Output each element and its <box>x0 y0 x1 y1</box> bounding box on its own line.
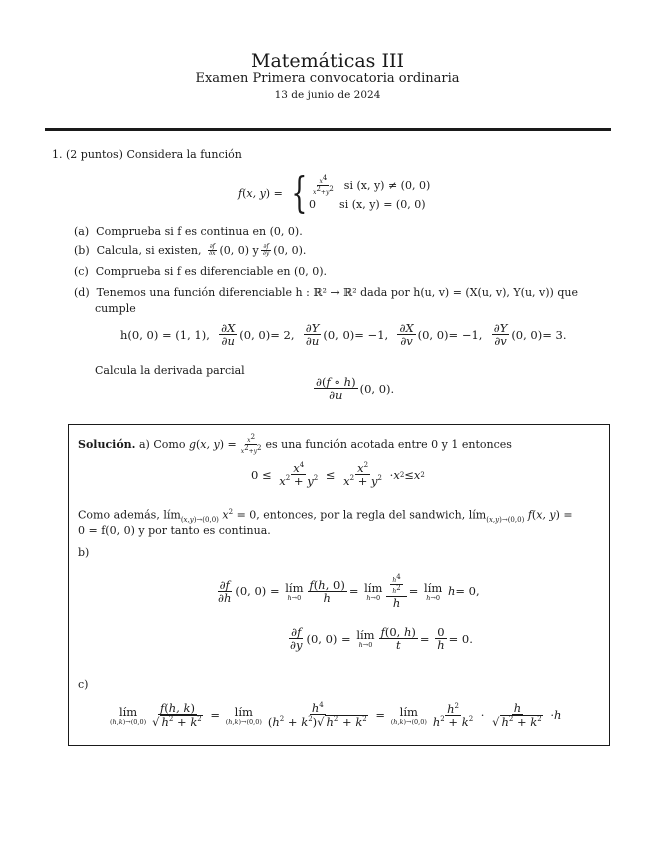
solution-b-label: b) <box>78 546 90 559</box>
exam-subtitle: Examen Primera convocatoria ordinaria <box>195 71 460 86</box>
function-definition: f ( x, y ) = { $\frac{x^4}{x^2+y^2}$ si (x, y) ≠ (0, 0) 0 si (x, y) = (0, 0) <box>238 168 431 217</box>
exam-date: 13 de junio de 2024 <box>274 89 381 101</box>
partial-derivative-target: $\frac{\partial(f \circ h)}{\partial u}$ (0, 0). <box>316 375 395 403</box>
partial-y-derivation: $\frac{\partial f}{\partial y}$ (0, 0) = lím h→0 $\frac{f(0, h)}{t}$ = $\frac{0}{h}$ = 0. <box>290 625 473 653</box>
solution-c-label: c) <box>78 678 89 691</box>
part-c: (c) Comprueba si f es diferenciable en (0, 0). <box>74 265 328 278</box>
sandwich-inequality: 0 ≤ $\frac{x^4}{x^2 + y^2}$ ≤ $\frac{x^2}{x^2 + y^2}$ · x 2 ≤ x 2 <box>251 461 425 489</box>
problem-1-heading: 1. (2 puntos) Considera la función <box>52 148 242 161</box>
part-b: (b) Calcula, si existen, $\frac{\partial f}{\partial x}$ (0, 0) y $\frac{\partial f}{\partial y}$ (0, 0). <box>74 243 307 258</box>
solution-a-intro: Solución. a) Como g ( x, y ) = $\frac{x^2}{x^2+y^2}$ es una función acotada entre 0 y 1 entonces <box>78 433 512 456</box>
part-d: (d) Tenemos una función diferenciable h : ℝ² → ℝ² dada por h(u, v) = (X(u, v), Y(u, v)) que <box>74 286 578 299</box>
solution-a-line2: Como además, lím$_{(x,y)\to(0,0)}$ $x^2 = 0$, entonces, por la regla del sandwich, lím$_{(x,y)\to(0,0)}$ f(x, y) = <box>78 508 573 524</box>
page-title: Matemáticas III <box>251 50 404 72</box>
calc-text: Calcula la derivada parcial <box>95 364 245 377</box>
part-a: (a) Comprueba si f es continua en (0, 0). <box>74 225 303 238</box>
conditions-line: h(0, 0) = (1, 1), $\frac{\partial X}{\partial u}$ (0, 0) = 2, $\frac{\partial Y}{\partial u}$ (0, 0) = −1, $\frac{\partial X}{\partial v}$ (0, 0) = −1, $\frac{\partial Y}{\partial v}$ (0, 0) = 3. <box>120 321 567 349</box>
solution-a-line3: 0 = f(0, 0) y por tanto es continua. <box>78 524 271 537</box>
differentiability-limit: lím (h,k)→(0,0) $\frac{f(h, k)}{√ h^2 + k^2}$ = lím (h,k)→(0,0) $\frac{h^4}{(h^2 + k^2)√ h^2 + k^2}$ = lím (h,k)→(0,0) $\frac{h^2}{h^2 + k^2}$ · $\frac{h}{√ h^2 + k^2}$ · h <box>110 701 562 730</box>
partial-x-derivation: $\frac{\partial f}{\partial h}$ (0, 0) = lím h→0 $\frac{f(h, 0)}{h}$ = lím h→0 $\frac{\frac{h^4}{h^2}}{h}$ = lím h→0 h = 0, <box>218 573 480 610</box>
part-d-cont: cumple <box>95 302 136 315</box>
header-rule <box>45 128 611 131</box>
